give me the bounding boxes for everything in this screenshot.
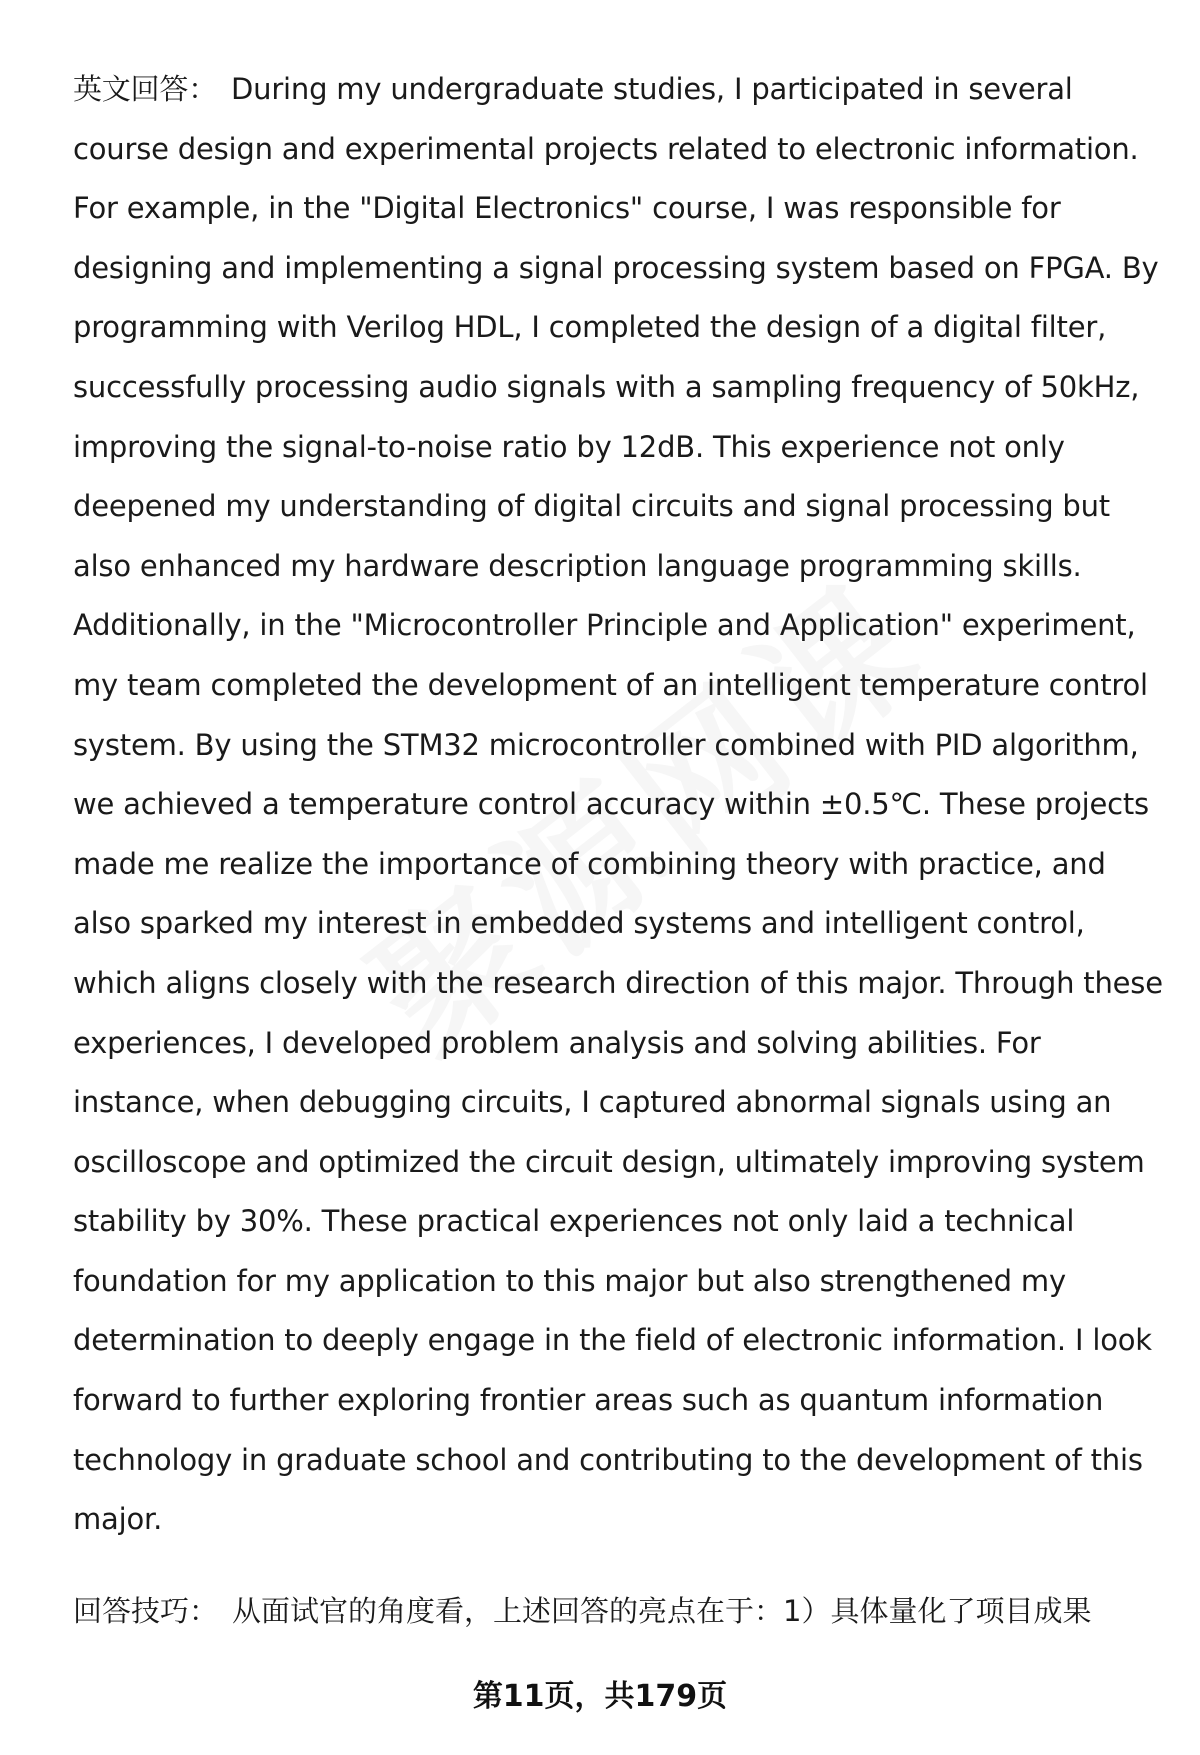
answer-line: we achieved a temperature control accuracy within ±0.5℃. These projects	[73, 787, 1149, 822]
answer-line: programming with Verilog HDL, I completed the design of a digital filter,	[73, 310, 1107, 345]
answer-line: improving the signal-to-noise ratio by 12dB. This experience not only	[73, 429, 1065, 464]
answer-line: 英文回答： During my undergraduate studies, I participated in several	[73, 72, 1073, 106]
answer-tips	[73, 1586, 1091, 1636]
page-indicator: 第11页，共179页	[472, 1679, 728, 1714]
answer-line: forward to further exploring frontier areas such as quantum information	[73, 1383, 1104, 1418]
answer-line: also enhanced my hardware description language programming skills.	[73, 548, 1082, 583]
answer-line: Additionally, in the "Microcontroller Principle and Application" experiment,	[73, 608, 1136, 643]
answer-line: successfully processing audio signals with a sampling frequency of 50kHz,	[73, 369, 1140, 404]
english-answer-block	[73, 64, 1183, 1554]
tips-text: 从面试官的角度看，上述回答的亮点在于：1）具体量化了项目成果	[232, 1594, 1092, 1628]
answer-label: 英文回答：	[73, 72, 218, 106]
answer-line: made me realize the importance of combining theory with practice, and	[73, 846, 1106, 881]
answer-line: major.	[73, 1502, 163, 1537]
answer-line: foundation for my application to this major but also strengthened my	[73, 1263, 1066, 1298]
answer-line: course design and experimental projects related to electronic information.	[73, 131, 1139, 166]
answer-line: determination to deeply engage in the field of electronic information. I look	[73, 1323, 1152, 1358]
answer-line: For example, in the "Digital Electronics" course, I was responsible for	[73, 191, 1061, 226]
answer-line: designing and implementing a signal processing system based on FPGA. By	[73, 250, 1159, 285]
answer-line: technology in graduate school and contributing to the development of this	[73, 1442, 1143, 1477]
answer-line: my team completed the development of an intelligent temperature control	[73, 667, 1148, 702]
answer-line: which aligns closely with the research direction of this major. Through these	[73, 965, 1163, 1000]
answer-line: oscilloscope and optimized the circuit design, ultimately improving system	[73, 1144, 1145, 1179]
answer-line: experiences, I developed problem analysis and solving abilities. For	[73, 1025, 1041, 1060]
answer-line: instance, when debugging circuits, I captured abnormal signals using an	[73, 1085, 1112, 1120]
answer-line: system. By using the STM32 microcontroller combined with PID algorithm,	[73, 727, 1139, 762]
tips-label: 回答技巧：	[73, 1594, 219, 1628]
answer-line: deepened my understanding of digital circuits and signal processing but	[73, 489, 1110, 524]
answer-line: stability by 30%. These practical experiences not only laid a technical	[73, 1204, 1075, 1239]
answer-line: also sparked my interest in embedded systems and intelligent control,	[73, 906, 1085, 941]
